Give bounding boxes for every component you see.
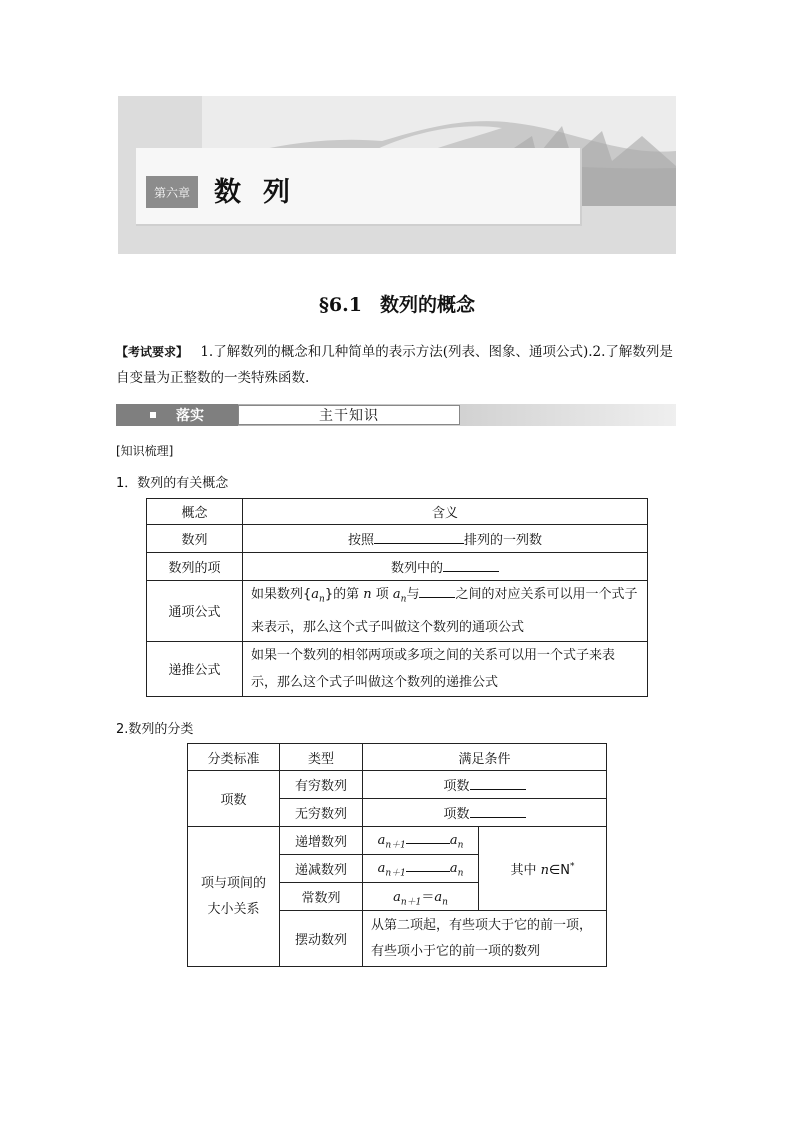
section-bar: [116, 404, 676, 426]
fill-blank: [419, 585, 455, 598]
fill-blank: [470, 805, 526, 818]
term-sequence: 数列: [147, 525, 243, 553]
cond-finite: 项数: [363, 771, 607, 799]
square-bullet-icon: [150, 412, 156, 418]
item1-title: 1．数列的有关概念: [116, 476, 229, 491]
note-n-natural: 其中 n∈N*: [479, 827, 607, 911]
type-finite: 有穷数列: [280, 771, 363, 799]
fill-blank: [470, 777, 526, 790]
header-type: 类型: [280, 744, 363, 771]
type-increasing: 递增数列: [280, 827, 363, 855]
cond-oscillating: 从第二项起，有些项大于它的前一项，有些项小于它的前一项的数列: [363, 911, 607, 967]
header-condition: 满足条件: [363, 744, 607, 771]
term-sequence-item: 数列的项: [147, 553, 243, 581]
cond-increasing: $a_{n+1}$ $a_n$: [363, 827, 479, 855]
meaning-general-formula: 如果数列$\{a_n\}$的第 n 项 $a_n$与 之间的对应关系可以用一个式子来表示，那么这个式子叫做这个数列的通项公式: [243, 581, 648, 642]
fill-blank: [443, 559, 499, 572]
type-decreasing: 递减数列: [280, 855, 363, 883]
fill-blank: [374, 531, 464, 544]
bar-light-label: 主干知识: [238, 405, 460, 425]
exam-requirement: [116, 339, 678, 391]
section-number: §6.1: [318, 294, 362, 316]
type-constant: 常数列: [280, 883, 363, 911]
item2-title: 2.数列的分类: [116, 722, 194, 737]
requirement-text: 1.了解数列的概念和几种简单的表示方法(列表、图象、通项公式).2.了解数列是自变量为正整数的一类特殊函数.: [116, 344, 673, 386]
concepts-table: [146, 498, 648, 697]
fill-blank: [406, 859, 450, 872]
meaning-recursive-formula: 如果一个数列的相邻两项或多项之间的关系可以用一个式子来表示，那么这个式子叫做这个数列的递推公式: [243, 641, 648, 696]
group-size-relation: 项与项间的 大小关系: [188, 827, 280, 967]
section-name: 数列的概念: [379, 294, 475, 316]
requirement-tag: 【考试要求】: [116, 345, 189, 359]
chapter-badge: 第六章: [146, 176, 198, 208]
bar-dark-text: 落实: [176, 408, 204, 424]
fill-blank: [406, 831, 450, 844]
group-item-count: 项数: [188, 771, 280, 827]
header-criterion: 分类标准: [188, 744, 280, 771]
chapter-title: 数列: [214, 177, 312, 208]
cond-constant: $a_{n+1}=a_n$: [363, 883, 479, 911]
type-oscillating: 摆动数列: [280, 911, 363, 967]
cond-infinite: 项数: [363, 799, 607, 827]
term-recursive-formula: 递推公式: [147, 641, 243, 696]
chapter-title-box: [136, 148, 582, 226]
bar-dark-label: [116, 404, 238, 426]
type-infinite: 无穷数列: [280, 799, 363, 827]
classification-table: [187, 743, 607, 967]
term-general-formula: 通项公式: [147, 581, 243, 642]
section-title: [0, 290, 794, 317]
meaning-sequence: 按照 排列的一列数: [243, 525, 648, 553]
meaning-sequence-item: 数列中的: [243, 553, 648, 581]
header-concept: 概念: [147, 499, 243, 525]
cond-decreasing: $a_{n+1}$ $a_n$: [363, 855, 479, 883]
knowledge-heading: [知识梳理]: [116, 444, 174, 458]
header-meaning: 含义: [243, 499, 648, 525]
